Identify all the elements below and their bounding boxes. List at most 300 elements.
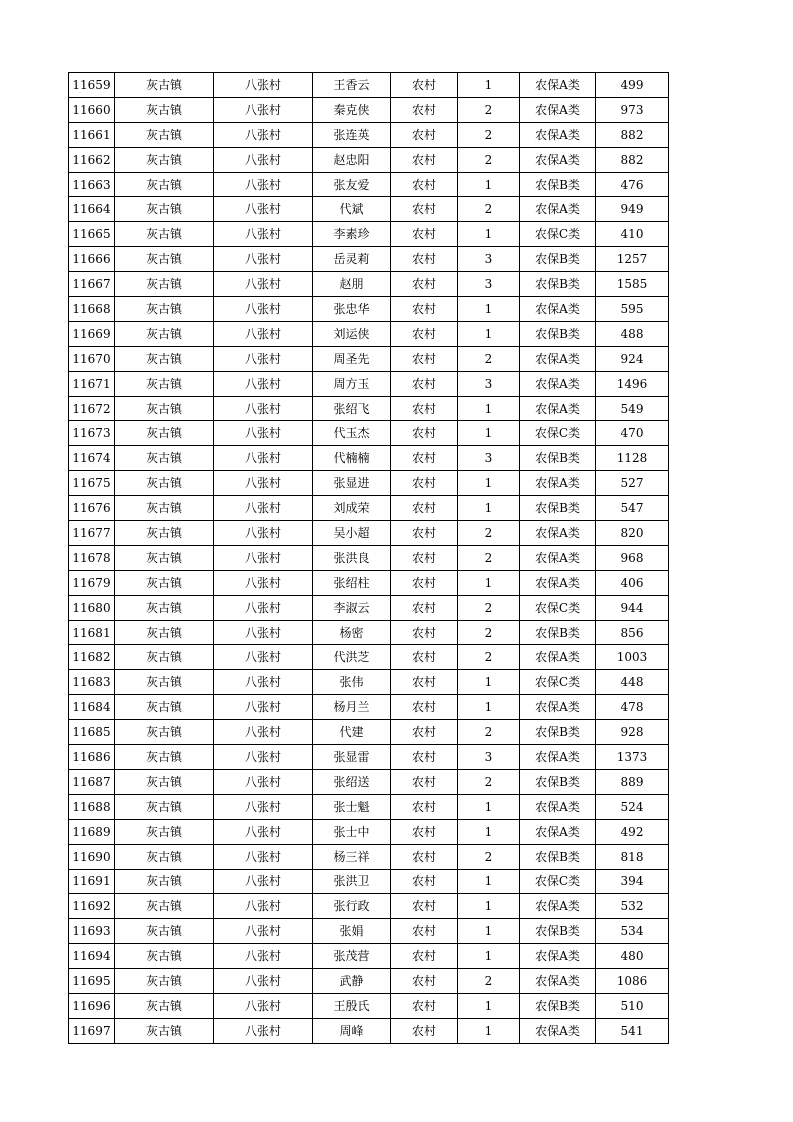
household-size-cell: 2 [458, 97, 520, 122]
records-table [68, 72, 669, 1044]
table-row [69, 819, 669, 844]
village-cell: 八张村 [214, 944, 313, 969]
insurance-category-cell: 农保C类 [520, 595, 596, 620]
amount-cell: 928 [596, 720, 669, 745]
area-type-cell: 农村 [391, 570, 458, 595]
record-id-cell: 11689 [69, 819, 115, 844]
area-type-cell: 农村 [391, 969, 458, 994]
village-cell: 八张村 [214, 595, 313, 620]
town-cell: 灰古镇 [115, 993, 214, 1018]
record-id-cell: 11685 [69, 720, 115, 745]
area-type-cell: 农村 [391, 297, 458, 322]
town-cell: 灰古镇 [115, 197, 214, 222]
area-type-cell: 农村 [391, 73, 458, 98]
insurance-category-cell: 农保A类 [520, 396, 596, 421]
village-cell: 八张村 [214, 545, 313, 570]
town-cell: 灰古镇 [115, 620, 214, 645]
town-cell: 灰古镇 [115, 1018, 214, 1043]
insurance-category-cell: 农保A类 [520, 1018, 596, 1043]
amount-cell: 549 [596, 396, 669, 421]
area-type-cell: 农村 [391, 844, 458, 869]
amount-cell: 488 [596, 321, 669, 346]
household-size-cell: 1 [458, 1018, 520, 1043]
village-cell: 八张村 [214, 471, 313, 496]
record-id-cell: 11671 [69, 371, 115, 396]
record-id-cell: 11692 [69, 894, 115, 919]
name-cell: 张洪良 [313, 545, 391, 570]
village-cell: 八张村 [214, 620, 313, 645]
record-id-cell: 11669 [69, 321, 115, 346]
insurance-category-cell: 农保B类 [520, 321, 596, 346]
town-cell: 灰古镇 [115, 919, 214, 944]
household-size-cell: 1 [458, 172, 520, 197]
insurance-category-cell: 农保A类 [520, 73, 596, 98]
household-size-cell: 1 [458, 993, 520, 1018]
name-cell: 杨三祥 [313, 844, 391, 869]
table-row [69, 720, 669, 745]
amount-cell: 394 [596, 869, 669, 894]
insurance-category-cell: 农保A类 [520, 819, 596, 844]
village-cell: 八张村 [214, 97, 313, 122]
household-size-cell: 1 [458, 496, 520, 521]
name-cell: 周方玉 [313, 371, 391, 396]
village-cell: 八张村 [214, 496, 313, 521]
table-row [69, 620, 669, 645]
insurance-category-cell: 农保C类 [520, 670, 596, 695]
amount-cell: 532 [596, 894, 669, 919]
name-cell: 代斌 [313, 197, 391, 222]
area-type-cell: 农村 [391, 894, 458, 919]
name-cell: 王殷氏 [313, 993, 391, 1018]
name-cell: 张洪卫 [313, 869, 391, 894]
name-cell: 武静 [313, 969, 391, 994]
record-id-cell: 11681 [69, 620, 115, 645]
table-row [69, 371, 669, 396]
record-id-cell: 11688 [69, 794, 115, 819]
name-cell: 张显进 [313, 471, 391, 496]
name-cell: 代建 [313, 720, 391, 745]
table-body [69, 73, 669, 1044]
household-size-cell: 2 [458, 720, 520, 745]
amount-cell: 527 [596, 471, 669, 496]
record-id-cell: 11676 [69, 496, 115, 521]
insurance-category-cell: 农保A类 [520, 745, 596, 770]
town-cell: 灰古镇 [115, 595, 214, 620]
insurance-category-cell: 农保A类 [520, 371, 596, 396]
record-id-cell: 11668 [69, 297, 115, 322]
village-cell: 八张村 [214, 421, 313, 446]
village-cell: 八张村 [214, 446, 313, 471]
table-row [69, 869, 669, 894]
name-cell: 张绍送 [313, 769, 391, 794]
amount-cell: 1128 [596, 446, 669, 471]
table-row [69, 670, 669, 695]
insurance-category-cell: 农保B类 [520, 919, 596, 944]
town-cell: 灰古镇 [115, 769, 214, 794]
record-id-cell: 11677 [69, 521, 115, 546]
village-cell: 八张村 [214, 894, 313, 919]
table-row [69, 521, 669, 546]
amount-cell: 889 [596, 769, 669, 794]
area-type-cell: 农村 [391, 595, 458, 620]
household-size-cell: 2 [458, 197, 520, 222]
name-cell: 代洪芝 [313, 645, 391, 670]
town-cell: 灰古镇 [115, 371, 214, 396]
amount-cell: 410 [596, 222, 669, 247]
record-id-cell: 11693 [69, 919, 115, 944]
name-cell: 周圣先 [313, 346, 391, 371]
insurance-category-cell: 农保B类 [520, 272, 596, 297]
town-cell: 灰古镇 [115, 695, 214, 720]
area-type-cell: 农村 [391, 745, 458, 770]
name-cell: 岳灵莉 [313, 247, 391, 272]
record-id-cell: 11682 [69, 645, 115, 670]
insurance-category-cell: 农保A类 [520, 545, 596, 570]
record-id-cell: 11679 [69, 570, 115, 595]
insurance-category-cell: 农保A类 [520, 695, 596, 720]
village-cell: 八张村 [214, 346, 313, 371]
amount-cell: 476 [596, 172, 669, 197]
record-id-cell: 11696 [69, 993, 115, 1018]
amount-cell: 882 [596, 147, 669, 172]
insurance-category-cell: 农保C类 [520, 869, 596, 894]
name-cell: 赵忠阳 [313, 147, 391, 172]
town-cell: 灰古镇 [115, 297, 214, 322]
area-type-cell: 农村 [391, 346, 458, 371]
insurance-category-cell: 农保B类 [520, 247, 596, 272]
village-cell: 八张村 [214, 969, 313, 994]
record-id-cell: 11690 [69, 844, 115, 869]
town-cell: 灰古镇 [115, 794, 214, 819]
village-cell: 八张村 [214, 321, 313, 346]
insurance-category-cell: 农保A类 [520, 147, 596, 172]
record-id-cell: 11687 [69, 769, 115, 794]
record-id-cell: 11660 [69, 97, 115, 122]
table-row [69, 545, 669, 570]
household-size-cell: 1 [458, 222, 520, 247]
name-cell: 周峰 [313, 1018, 391, 1043]
amount-cell: 1373 [596, 745, 669, 770]
amount-cell: 1585 [596, 272, 669, 297]
table-row [69, 993, 669, 1018]
village-cell: 八张村 [214, 122, 313, 147]
insurance-category-cell: 农保A类 [520, 794, 596, 819]
household-size-cell: 1 [458, 944, 520, 969]
household-size-cell: 1 [458, 670, 520, 695]
insurance-category-cell: 农保B类 [520, 844, 596, 869]
name-cell: 刘成荣 [313, 496, 391, 521]
name-cell: 王香云 [313, 73, 391, 98]
amount-cell: 856 [596, 620, 669, 645]
insurance-category-cell: 农保B类 [520, 720, 596, 745]
record-id-cell: 11680 [69, 595, 115, 620]
town-cell: 灰古镇 [115, 97, 214, 122]
table-row [69, 570, 669, 595]
insurance-category-cell: 农保A类 [520, 969, 596, 994]
village-cell: 八张村 [214, 147, 313, 172]
amount-cell: 478 [596, 695, 669, 720]
area-type-cell: 农村 [391, 172, 458, 197]
table-row [69, 769, 669, 794]
village-cell: 八张村 [214, 720, 313, 745]
town-cell: 灰古镇 [115, 272, 214, 297]
village-cell: 八张村 [214, 1018, 313, 1043]
table-row [69, 297, 669, 322]
village-cell: 八张村 [214, 819, 313, 844]
name-cell: 张娟 [313, 919, 391, 944]
amount-cell: 547 [596, 496, 669, 521]
amount-cell: 448 [596, 670, 669, 695]
household-size-cell: 1 [458, 297, 520, 322]
amount-cell: 882 [596, 122, 669, 147]
village-cell: 八张村 [214, 769, 313, 794]
village-cell: 八张村 [214, 396, 313, 421]
record-id-cell: 11667 [69, 272, 115, 297]
amount-cell: 510 [596, 993, 669, 1018]
record-id-cell: 11694 [69, 944, 115, 969]
table-row [69, 745, 669, 770]
amount-cell: 944 [596, 595, 669, 620]
village-cell: 八张村 [214, 794, 313, 819]
household-size-cell: 1 [458, 819, 520, 844]
amount-cell: 949 [596, 197, 669, 222]
area-type-cell: 农村 [391, 545, 458, 570]
amount-cell: 1086 [596, 969, 669, 994]
table-row [69, 272, 669, 297]
town-cell: 灰古镇 [115, 222, 214, 247]
amount-cell: 470 [596, 421, 669, 446]
village-cell: 八张村 [214, 73, 313, 98]
area-type-cell: 农村 [391, 446, 458, 471]
town-cell: 灰古镇 [115, 720, 214, 745]
amount-cell: 595 [596, 297, 669, 322]
village-cell: 八张村 [214, 919, 313, 944]
record-id-cell: 11663 [69, 172, 115, 197]
household-size-cell: 3 [458, 745, 520, 770]
household-size-cell: 3 [458, 371, 520, 396]
town-cell: 灰古镇 [115, 471, 214, 496]
name-cell: 李淑云 [313, 595, 391, 620]
town-cell: 灰古镇 [115, 122, 214, 147]
record-id-cell: 11661 [69, 122, 115, 147]
amount-cell: 499 [596, 73, 669, 98]
town-cell: 灰古镇 [115, 570, 214, 595]
name-cell: 张茂营 [313, 944, 391, 969]
town-cell: 灰古镇 [115, 321, 214, 346]
table-row [69, 894, 669, 919]
table-row [69, 471, 669, 496]
amount-cell: 406 [596, 570, 669, 595]
town-cell: 灰古镇 [115, 147, 214, 172]
insurance-category-cell: 农保B类 [520, 446, 596, 471]
insurance-category-cell: 农保B类 [520, 172, 596, 197]
insurance-category-cell: 农保A类 [520, 297, 596, 322]
name-cell: 张士魁 [313, 794, 391, 819]
area-type-cell: 农村 [391, 819, 458, 844]
table-row [69, 695, 669, 720]
insurance-category-cell: 农保A类 [520, 521, 596, 546]
area-type-cell: 农村 [391, 993, 458, 1018]
insurance-category-cell: 农保A类 [520, 197, 596, 222]
household-size-cell: 2 [458, 620, 520, 645]
record-id-cell: 11664 [69, 197, 115, 222]
insurance-category-cell: 农保A类 [520, 645, 596, 670]
area-type-cell: 农村 [391, 247, 458, 272]
area-type-cell: 农村 [391, 321, 458, 346]
table-row [69, 122, 669, 147]
area-type-cell: 农村 [391, 197, 458, 222]
insurance-category-cell: 农保A类 [520, 570, 596, 595]
name-cell: 张士中 [313, 819, 391, 844]
household-size-cell: 2 [458, 346, 520, 371]
insurance-category-cell: 农保A类 [520, 346, 596, 371]
name-cell: 张连英 [313, 122, 391, 147]
name-cell: 张行政 [313, 894, 391, 919]
amount-cell: 541 [596, 1018, 669, 1043]
household-size-cell: 1 [458, 869, 520, 894]
household-size-cell: 1 [458, 321, 520, 346]
area-type-cell: 农村 [391, 944, 458, 969]
amount-cell: 1003 [596, 645, 669, 670]
household-size-cell: 3 [458, 247, 520, 272]
area-type-cell: 农村 [391, 695, 458, 720]
village-cell: 八张村 [214, 521, 313, 546]
area-type-cell: 农村 [391, 769, 458, 794]
town-cell: 灰古镇 [115, 73, 214, 98]
town-cell: 灰古镇 [115, 396, 214, 421]
amount-cell: 480 [596, 944, 669, 969]
insurance-category-cell: 农保B类 [520, 496, 596, 521]
town-cell: 灰古镇 [115, 545, 214, 570]
record-id-cell: 11674 [69, 446, 115, 471]
table-row [69, 645, 669, 670]
table-row [69, 197, 669, 222]
table-row [69, 944, 669, 969]
record-id-cell: 11670 [69, 346, 115, 371]
area-type-cell: 农村 [391, 97, 458, 122]
household-size-cell: 1 [458, 396, 520, 421]
record-id-cell: 11678 [69, 545, 115, 570]
record-id-cell: 11665 [69, 222, 115, 247]
name-cell: 赵朋 [313, 272, 391, 297]
name-cell: 秦克侠 [313, 97, 391, 122]
village-cell: 八张村 [214, 272, 313, 297]
table-row [69, 919, 669, 944]
area-type-cell: 农村 [391, 620, 458, 645]
household-size-cell: 3 [458, 446, 520, 471]
area-type-cell: 农村 [391, 720, 458, 745]
village-cell: 八张村 [214, 247, 313, 272]
table-row [69, 97, 669, 122]
area-type-cell: 农村 [391, 396, 458, 421]
amount-cell: 1496 [596, 371, 669, 396]
amount-cell: 924 [596, 346, 669, 371]
table-row [69, 147, 669, 172]
household-size-cell: 1 [458, 894, 520, 919]
town-cell: 灰古镇 [115, 869, 214, 894]
table-row [69, 969, 669, 994]
household-size-cell: 2 [458, 595, 520, 620]
village-cell: 八张村 [214, 645, 313, 670]
name-cell: 吴小超 [313, 521, 391, 546]
area-type-cell: 农村 [391, 122, 458, 147]
household-size-cell: 1 [458, 794, 520, 819]
household-size-cell: 1 [458, 421, 520, 446]
insurance-category-cell: 农保C类 [520, 222, 596, 247]
town-cell: 灰古镇 [115, 894, 214, 919]
table-row [69, 346, 669, 371]
area-type-cell: 农村 [391, 371, 458, 396]
town-cell: 灰古镇 [115, 172, 214, 197]
town-cell: 灰古镇 [115, 446, 214, 471]
household-size-cell: 2 [458, 645, 520, 670]
area-type-cell: 农村 [391, 869, 458, 894]
town-cell: 灰古镇 [115, 745, 214, 770]
record-id-cell: 11675 [69, 471, 115, 496]
household-size-cell: 1 [458, 695, 520, 720]
record-id-cell: 11659 [69, 73, 115, 98]
record-id-cell: 11673 [69, 421, 115, 446]
name-cell: 张友爱 [313, 172, 391, 197]
table-row [69, 421, 669, 446]
town-cell: 灰古镇 [115, 819, 214, 844]
table-row [69, 1018, 669, 1043]
household-size-cell: 2 [458, 147, 520, 172]
name-cell: 张绍飞 [313, 396, 391, 421]
insurance-category-cell: 农保B类 [520, 993, 596, 1018]
record-id-cell: 11691 [69, 869, 115, 894]
amount-cell: 1257 [596, 247, 669, 272]
area-type-cell: 农村 [391, 794, 458, 819]
table-row [69, 222, 669, 247]
village-cell: 八张村 [214, 371, 313, 396]
town-cell: 灰古镇 [115, 247, 214, 272]
household-size-cell: 2 [458, 122, 520, 147]
table-row [69, 396, 669, 421]
village-cell: 八张村 [214, 172, 313, 197]
area-type-cell: 农村 [391, 496, 458, 521]
name-cell: 刘运侠 [313, 321, 391, 346]
insurance-category-cell: 农保B类 [520, 769, 596, 794]
record-id-cell: 11686 [69, 745, 115, 770]
town-cell: 灰古镇 [115, 670, 214, 695]
town-cell: 灰古镇 [115, 496, 214, 521]
amount-cell: 968 [596, 545, 669, 570]
name-cell: 代楠楠 [313, 446, 391, 471]
village-cell: 八张村 [214, 297, 313, 322]
name-cell: 张绍柱 [313, 570, 391, 595]
insurance-category-cell: 农保C类 [520, 421, 596, 446]
village-cell: 八张村 [214, 570, 313, 595]
record-id-cell: 11672 [69, 396, 115, 421]
village-cell: 八张村 [214, 844, 313, 869]
area-type-cell: 农村 [391, 670, 458, 695]
table-row [69, 595, 669, 620]
household-size-cell: 2 [458, 769, 520, 794]
record-id-cell: 11684 [69, 695, 115, 720]
area-type-cell: 农村 [391, 147, 458, 172]
household-size-cell: 1 [458, 471, 520, 496]
insurance-category-cell: 农保A类 [520, 944, 596, 969]
table-row [69, 844, 669, 869]
amount-cell: 492 [596, 819, 669, 844]
name-cell: 杨月兰 [313, 695, 391, 720]
village-cell: 八张村 [214, 197, 313, 222]
town-cell: 灰古镇 [115, 421, 214, 446]
area-type-cell: 农村 [391, 471, 458, 496]
household-size-cell: 2 [458, 969, 520, 994]
village-cell: 八张村 [214, 222, 313, 247]
